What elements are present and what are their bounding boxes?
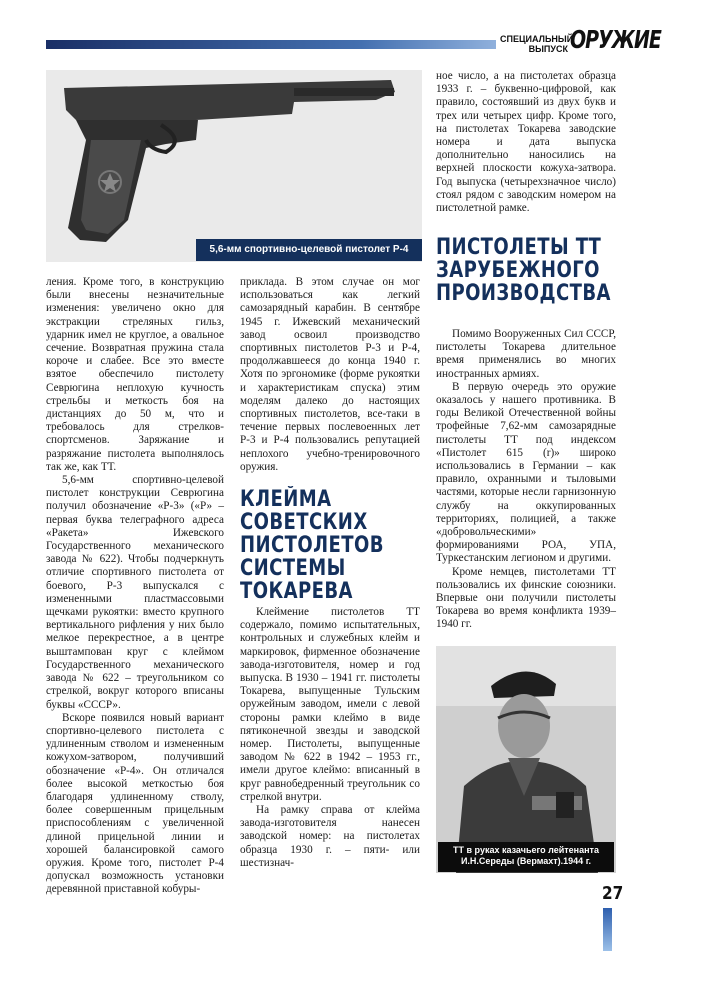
page-number: 27: [602, 883, 624, 904]
paragraph: ления. Кроме того, в конструкцию были внесены незначительные изменения: увеличено окно для экстракции стреляных гильз, ударник имел не круглое, а овальное сечение. Возвратная пружина стала короче и слабее. Все это вместе взятое обеспечило пистолету Севрюгина неплохую кучность стрельбы и меткость боя на дистанциях до 50 м, что и требовалось для стрелков-спортсменов. Заряжание и разряжание пистолета выполнялось так же, как ТТ.: [46, 276, 224, 473]
header-bar: [46, 40, 496, 49]
issue-line-1: СПЕЦИАЛЬНЫЙ: [500, 34, 574, 44]
soldier-portrait-image: [436, 646, 616, 873]
paragraph: В первую очередь это оружие оказалось у нашего противника. В годы Великой Отечественной войны трофейные 7,62-мм самозарядные пистолеты ТТ под индексом «Пистолет 615 (r)» широко использовались в Германии – как правило, охранными и тыловыми частями, которые несли гарнизонную службу на оккупированных территориях, полицией, а также «добровольческими» формированиями РОА, УПА, Туркестанским легионом и другими.: [436, 380, 616, 565]
section-heading-stamps: КЛЕЙМА СОВЕТСКИХ ПИСТОЛЕТОВ СИСТЕМЫ ТОКАРЕВА: [240, 487, 384, 604]
paragraph: На рамку справа от клейма завода-изготовителя нанесен заводской номер: на пистолетах образца 1930 г. – пяти- или шестизнач-: [240, 804, 420, 869]
magazine-logo: ОРУЖИЕ: [570, 26, 661, 55]
paragraph: Кроме немцев, пистолетами ТТ пользовались их финские союзники. Впервые они получили пистолеты Токарева во время конфликта 1939–1940 гг.: [436, 565, 616, 631]
pistol-photo: [46, 70, 422, 262]
column-3-top: [436, 70, 616, 215]
paragraph: приклада. В этом случае он мог использоваться как легкий самозарядный карабин. В сентябре 1945 г. Ижевский механический завод освоил производство спортивных пистолетов Р-3 и Р-4, продолжавшееся до конца 1940 г. Хотя по эргономике (форме рукоятки и характеристикам спуска) этим моделям далеко до настоящих спортивных пистолетов, все-таки в течение первых послевоенных лет Р-3 и Р-4 пользовались репутацией неплохого учебно-тренировочного оружия.: [240, 276, 420, 473]
column-3: [436, 328, 616, 632]
issue-line-2: ВЫПУСК: [528, 44, 568, 54]
soldier-photo: [436, 646, 616, 873]
photo-caption-1: 5,6-мм спортивно-целевой пистолет Р-4: [196, 239, 422, 261]
column-2-bottom: [240, 606, 420, 870]
page-side-bar: [603, 908, 612, 951]
paragraph: Помимо Вооруженных Сил СССР, пистолеты Токарева длительное время применялись во многих иностранных армиях.: [436, 328, 616, 380]
section-heading-foreign: ПИСТОЛЕТЫ ТТ ЗАРУБЕЖНОГО ПРОИЗВОДСТВА: [436, 235, 611, 306]
issue-label: [500, 34, 574, 54]
photo-caption-2: ТТ в руках казачьего лейтенанта И.Н.Середы (Вермахт).1944 г.: [438, 842, 614, 872]
paragraph: Вскоре появился новый вариант спортивно-целевого пистолета с удлиненным стволом и измененным кожухом-затвором, получивший обозначение «Р-4». Он отличался более высокой меткостью боя благодаря удлиненному стволу, более совершенным прицельным приспособлениям с увеличенной длиной прицельной линии и хорошей балансировкой самого оружия. Кроме того, пистолет Р-4 допускал возможность установки деревянной приставной кобуры-: [46, 711, 224, 896]
paragraph: 5,6-мм спортивно-целевой пистолет конструкции Севрюгина получил обозначение «Р-3» («Р» – первая буква телеграфного адреса «Ракета» Ижевского Государственного механического завода № 622). Чтобы подчеркнуть отличие спортивного пистолета от боевого, Р-3 выпускался с измененными пластмассовыми щечками рукоятки: вместо крупного вертикального рифления у них было мелкое перекрестное, а в центре выштампован круг с клеймом Государственного механического завода № 622 – треугольником со стрелкой, вокруг которого вписаны буквы «СССР».: [46, 474, 224, 711]
paragraph: ное число, а на пистолетах образца 1933 г. – буквенно-цифровой, как правило, состоявший из двух букв и трех или четырех цифр. Кроме того, на пистолетах Токарева заводские номера и дата выпуска дополнительно наносились на верхней плоскости кожуха-затвора. Год выпуска (четырехзначное число) стоял рядом с заводским номером на пистолетной рамке.: [436, 70, 616, 215]
column-1: [46, 276, 224, 897]
paragraph: Клеймение пистолетов ТТ содержало, помимо испытательных, контрольных и служебных клейм и маркировок, фирменное обозначение завода-изготовителя, номер и год выпуска. В 1930 – 1941 гг. пистолеты Токарева, выпущенные Тульским оружейным заводом, имели с левой стороны рамки клеймо в виде пятиконечной звезды и заводской номер. Пистолеты, выпущенные заводом № 622 в 1942 – 1953 гг., имели другое клеймо: вписанный в круг равнобедренный треугольник со стрелкой внутри.: [240, 606, 420, 803]
pistol-r4-image: [46, 70, 422, 262]
column-2-top: [240, 276, 420, 474]
